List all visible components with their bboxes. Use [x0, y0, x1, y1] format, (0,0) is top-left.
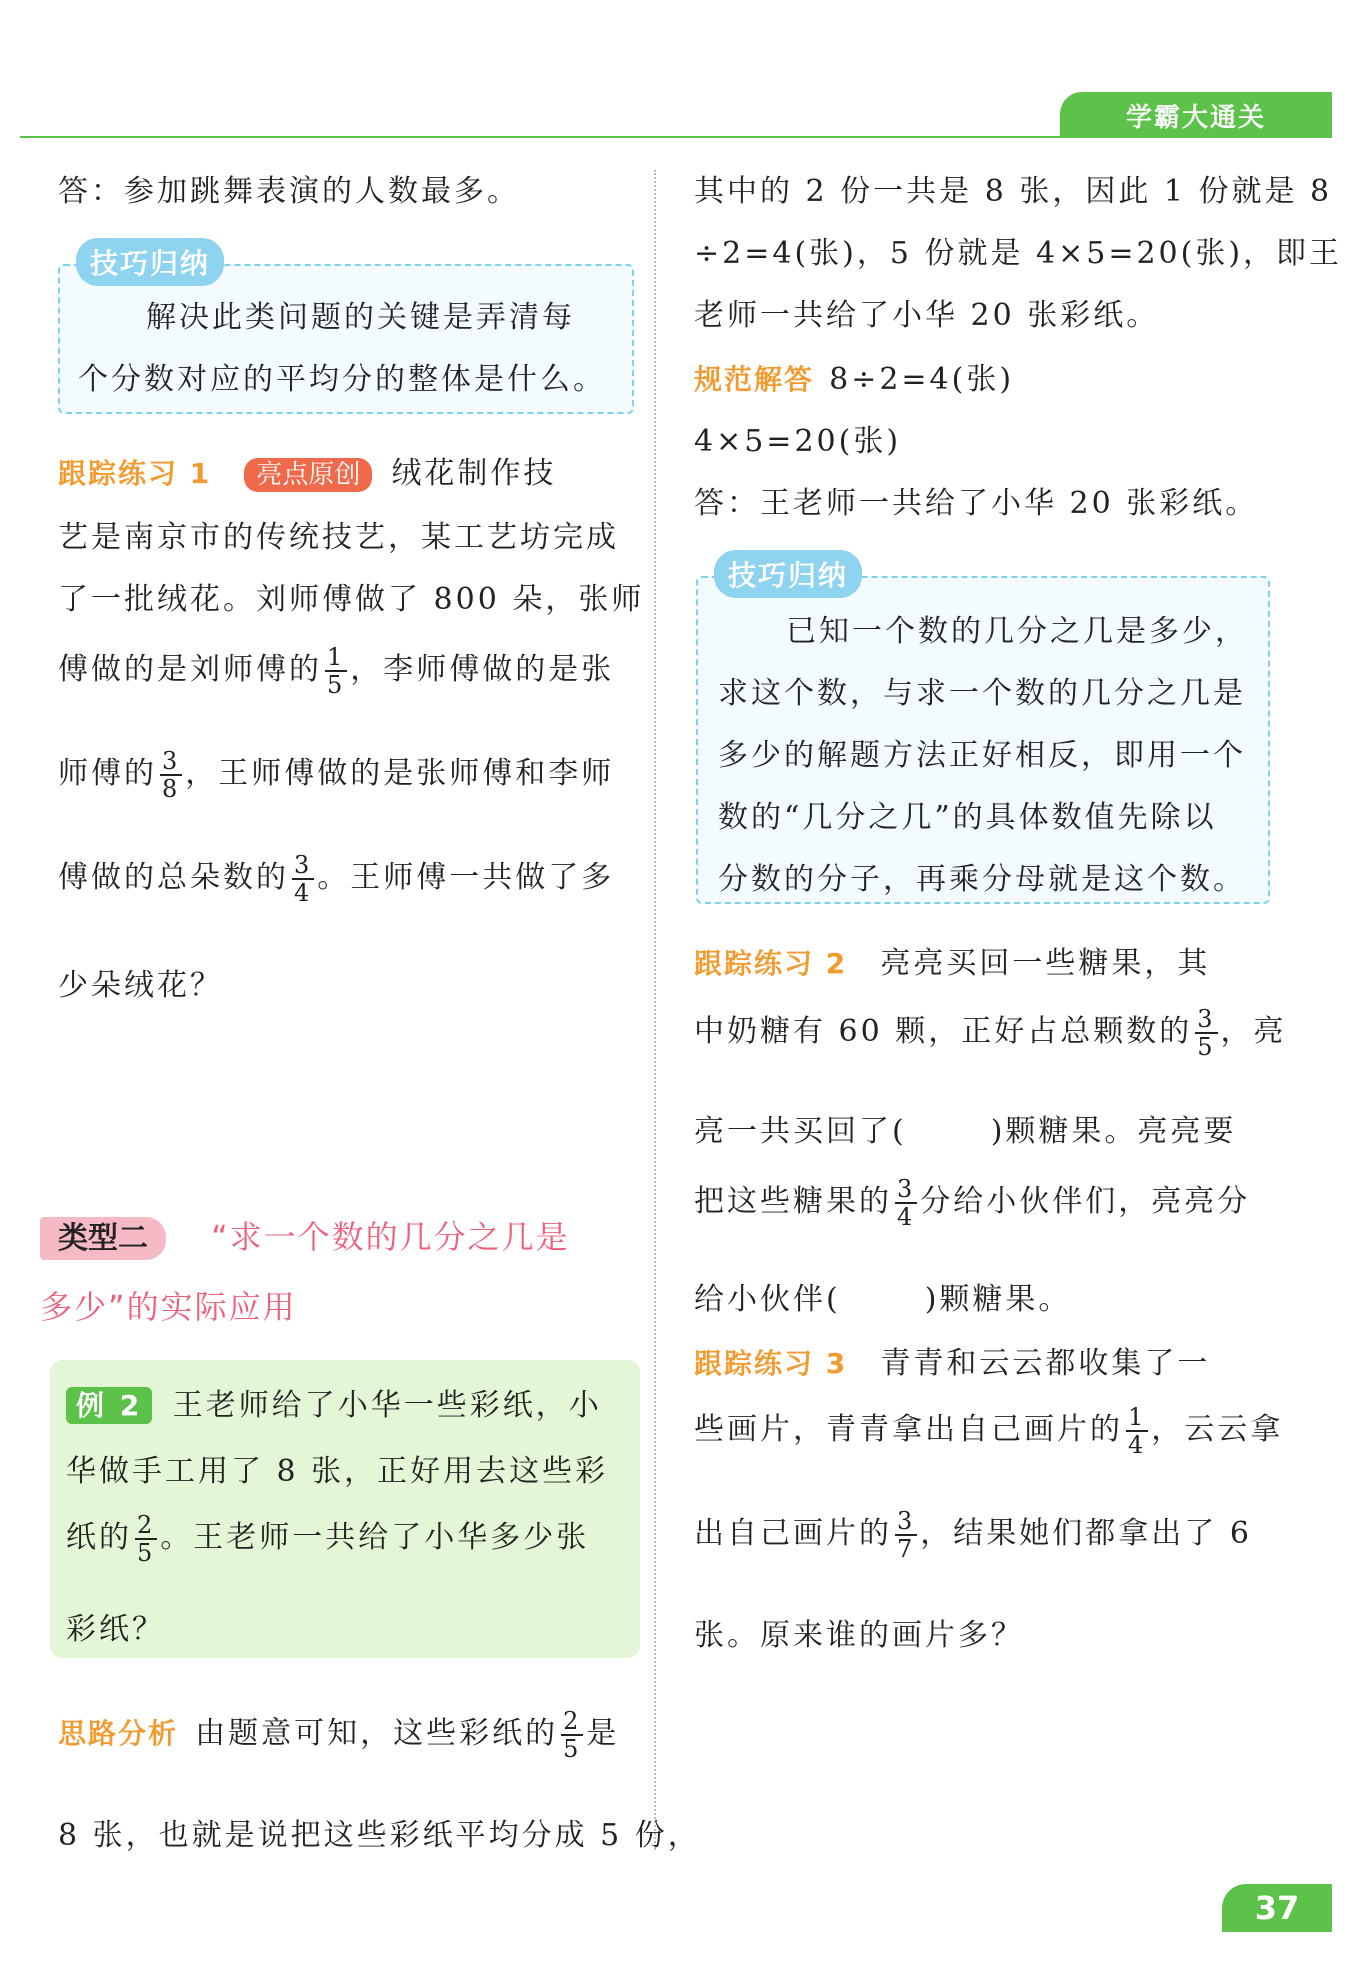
- analysis-line1: 思路分析 由题意可知，这些彩纸的 $\frac{2}{5}$ 是: [58, 1707, 620, 1763]
- type2-title-line2: 多少”的实际应用: [40, 1288, 297, 1326]
- tip-box-2: [696, 576, 1270, 904]
- practice1-line2: 艺是南京市的传统技艺，某工艺坊完成: [58, 520, 619, 555]
- section-tag: 学霸大通关: [1060, 92, 1332, 138]
- practice3-label: 跟踪练习 3: [694, 1347, 848, 1380]
- practice1-label: 跟踪练习 1: [58, 457, 212, 490]
- fraction: $\frac{3}{8}$: [162, 747, 181, 803]
- practice2-label: 跟踪练习 2: [694, 947, 848, 980]
- column-divider: [654, 170, 656, 1850]
- answer-line: 答：参加跳舞表演的人数最多。: [58, 174, 520, 209]
- type2-tag: 类型二: [40, 1217, 166, 1260]
- analysis-label: 思路分析: [58, 1717, 179, 1750]
- example2-line3: 纸的 $\frac{2}{5}$ 。王老师一共给了小华多少张: [66, 1511, 590, 1567]
- fraction: $\frac{1}{5}$: [327, 643, 346, 699]
- fraction: $\frac{3}{7}$: [897, 1507, 916, 1563]
- practice1-line5: 师傅的 $\frac{3}{8}$ ，王师傅做的是张师傅和李师: [58, 747, 615, 803]
- practice2-line5: 给小伙伴( )颗糖果。: [694, 1282, 1072, 1317]
- tip2-line2: 求这个数，与求一个数的几分之几是: [718, 676, 1246, 711]
- type2-heading: 类型二 “求一个数的几分之几是: [40, 1212, 570, 1258]
- original-badge: 亮点原创: [244, 458, 372, 492]
- practice2-head: 跟踪练习 2 亮亮买回一些糖果，其: [694, 946, 1211, 981]
- tip1-line2: 个分数对应的平均分的整体是什么。: [78, 362, 606, 397]
- tip2-line5: 分数的分子，再乘分母就是这个数。: [718, 862, 1246, 897]
- right-line2: ÷2=4(张)，5 份就是 4×5=20(张)，即王: [694, 236, 1343, 271]
- tip2-line1: 已知一个数的几分之几是多少，: [786, 614, 1248, 649]
- solution-line1: 规范解答 8÷2=4(张): [694, 362, 1015, 397]
- practice3-line2: 些画片，青青拿出自己画片的 $\frac{1}{4}$ ，云云拿: [694, 1403, 1284, 1459]
- practice3-line3: 出自己画片的 $\frac{3}{7}$ ，结果她们都拿出了 6: [694, 1507, 1252, 1563]
- solution-line3: 答：王老师一共给了小华 20 张彩纸。: [694, 486, 1259, 521]
- practice3-head: 跟踪练习 3 青青和云云都收集了一: [694, 1346, 1211, 1381]
- practice2-line3: 亮一共买回了( )颗糖果。亮亮要: [694, 1114, 1237, 1149]
- solution-line2: 4×5=20(张): [694, 424, 902, 459]
- example-2-box: [50, 1360, 640, 1658]
- example2-line2: 华做手工用了 8 张，正好用去这些彩: [66, 1454, 609, 1489]
- example2-line1: 例 2 王老师给了小华一些彩纸，小: [66, 1380, 602, 1424]
- fraction: $\frac{2}{5}$: [137, 1511, 156, 1567]
- practice1-line3: 了一批绒花。刘师傅做了 800 朵，张师: [58, 582, 645, 617]
- fraction: $\frac{3}{5}$: [1197, 1005, 1216, 1061]
- fraction: $\frac{3}{4}$: [897, 1175, 916, 1231]
- practice1-line7: 少朵绒花？: [58, 968, 223, 1003]
- example2-line4: 彩纸？: [66, 1612, 165, 1647]
- tip-box-1: [58, 264, 634, 414]
- right-line3: 老师一共给了小华 20 张彩纸。: [694, 298, 1160, 333]
- tip1-line1: 解决此类问题的关键是弄清每: [146, 300, 575, 335]
- practice2-line2: 中奶糖有 60 颗，正好占总颗数的 $\frac{3}{5}$ ，亮: [694, 1005, 1287, 1061]
- practice1-line6: 傅做的总朵数的 $\frac{3}{4}$ 。王师傅一共做了多: [58, 851, 615, 907]
- tip-title-2: 技巧归纳: [714, 550, 862, 598]
- analysis-line2: 8 张，也就是说把这些彩纸平均分成 5 份，: [58, 1818, 701, 1853]
- tip2-line3: 多少的解题方法正好相反，即用一个: [718, 738, 1246, 773]
- solution-label: 规范解答: [694, 363, 815, 396]
- tip-title-1: 技巧归纳: [76, 238, 224, 286]
- practice1-head: 跟踪练习 1 亮点原创 绒花制作技: [58, 456, 557, 491]
- page-number: 37: [1222, 1884, 1332, 1932]
- tip2-line4: 数的“几分之几”的具体数值先除以: [718, 800, 1217, 835]
- example-tag: 例 2: [66, 1387, 152, 1424]
- right-line1: 其中的 2 份一共是 8 张，因此 1 份就是 8: [694, 174, 1333, 209]
- fraction: $\frac{2}{5}$: [563, 1707, 582, 1763]
- practice2-line4: 把这些糖果的 $\frac{3}{4}$ 分给小伙伴们，亮亮分: [694, 1175, 1251, 1231]
- practice3-line4: 张。原来谁的画片多？: [694, 1618, 1024, 1653]
- fraction: $\frac{3}{4}$: [294, 851, 313, 907]
- practice1-line4: 傅做的是刘师傅的 $\frac{1}{5}$ ，李师傅做的是张: [58, 643, 615, 699]
- fraction: $\frac{1}{4}$: [1128, 1403, 1147, 1459]
